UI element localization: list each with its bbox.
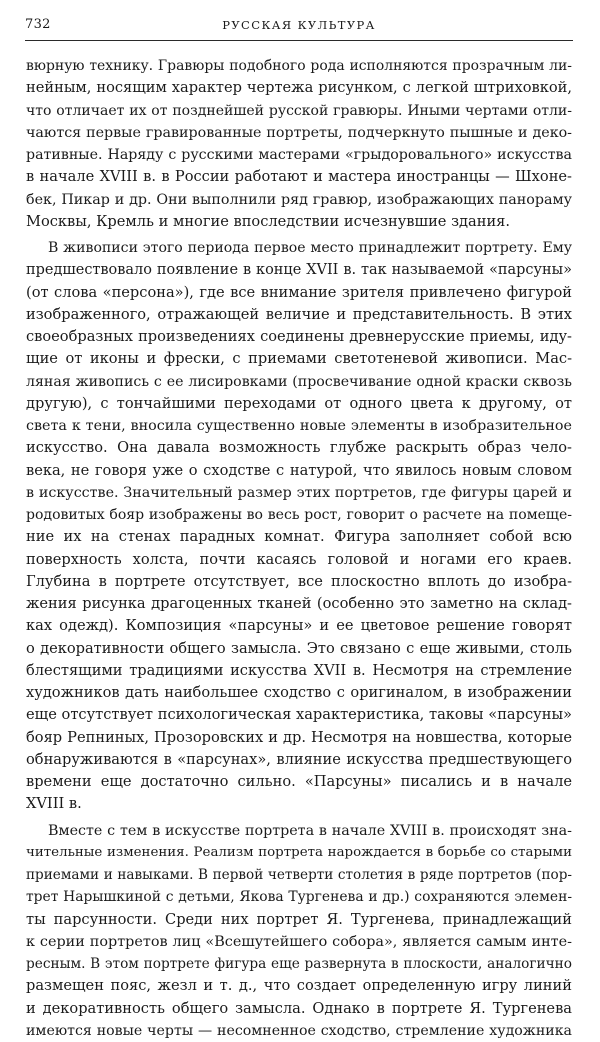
text-line: искусство. Она давала возможность глубже раскрыть образ чело- [26, 437, 572, 459]
running-title: РУССКАЯ КУЛЬТУРА [25, 18, 573, 32]
text-line: Глубина в портрете отсутствует, все плоскостно вплоть до изобра- [26, 571, 572, 593]
text-line: художников дать наибольшее сходство с оригиналом, в изображении [26, 682, 572, 704]
text-line: поверхность холста, почти касаясь головой и ногами его краев. [26, 549, 572, 571]
body-text [26, 55, 572, 1042]
text-line: Вместе с тем в искусстве портрета в начале XVIII в. происходят зна- [26, 820, 572, 842]
text-line: вюрную технику. Гравюры подобного рода исполняются прозрачным ли- [26, 55, 572, 77]
text-line: что отличает их от позднейшей русской гравюры. Иными чертами отли- [26, 100, 572, 122]
header-rule [25, 40, 573, 41]
text-line: ты парсунности. Среди них портрет Я. Тургенева, принадлежащий [26, 909, 572, 931]
text-line: в начале XVIII в. в России работают и мастера иностранцы — Шхоне- [26, 166, 572, 188]
text-line: щие от иконы и фрески, с приемами светотеневой живописи. Мас- [26, 348, 572, 370]
text-line: другую), с тончайшими переходами от одного цвета к другому, от [26, 393, 572, 415]
text-line: (от слова «персона»), где все внимание зрителя привлечено фигурой [26, 282, 572, 304]
text-line: трет Нарышкиной с детьми, Якова Тургенева и др.) сохраняются элемен- [26, 886, 572, 908]
page-header [25, 17, 573, 39]
text-line: времени еще достаточно сильно. «Парсуны» писались и в начале [26, 771, 572, 793]
page-number: 732 [25, 17, 51, 32]
text-line: чаются первые гравированные портреты, подчеркнуто пышные и деко- [26, 122, 572, 144]
text-line: чительные изменения. Реализм портрета нарождается в борьбе со старыми [26, 842, 572, 864]
text-line: размещен пояс, жезл и т. д., что создает определенную игру линий [26, 975, 572, 997]
text-line: к серии портретов лиц «Всешутейшего собора», является самым инте- [26, 931, 572, 953]
text-line: родовитых бояр изображены во весь рост, говорит о расчете на помеще- [26, 504, 572, 526]
text-line: бек, Пикар и др. Они выполнили ряд гравюр, изображающих панораму [26, 189, 572, 211]
text-line: приемами и навыками. В первой четверти столетия в ряде портретов (пор- [26, 864, 572, 886]
text-line: Москвы, Кремль и многие впоследствии исчезнувшие здания. [26, 211, 572, 233]
text-line: В живописи этого периода первое место принадлежит портрету. Ему [26, 237, 572, 259]
text-line: ресным. В этом портрете фигура еще развернута в плоскости, аналогично [26, 953, 572, 975]
text-line: света к тени, вносила существенно новые элементы в изобразительное [26, 415, 572, 437]
text-line: еще отсутствует психологическая характеристика, таковы «парсуны» [26, 704, 572, 726]
text-line: изображенного, отражающей величие и представительность. В этих [26, 304, 572, 326]
paragraph [26, 820, 572, 1042]
text-line: о декоративности общего замысла. Это связано с еще живыми, столь [26, 638, 572, 660]
paragraph [26, 55, 572, 233]
text-line: века, не говоря уже о сходстве с натурой, что явилось новым словом [26, 460, 572, 482]
text-line: XVIII в. [26, 793, 572, 815]
text-line: ративные. Наряду с русскими мастерами «грыдоровального» искусства [26, 144, 572, 166]
text-line: нейным, носящим характер чертежа рисунком, с легкой штриховкой, [26, 77, 572, 99]
text-line: бояр Репниных, Прозоровских и др. Несмотря на новшества, которые [26, 727, 572, 749]
text-line: и декоративность общего замысла. Однако в портрете Я. Тургенева [26, 998, 572, 1020]
text-line: предшествовало появление в конце XVII в. так называемой «парсуны» [26, 259, 572, 281]
text-line: ние их на стенах парадных комнат. Фигура заполняет собой всю [26, 526, 572, 548]
text-line: своеобразных произведениях соединены древнерусские приемы, иду- [26, 326, 572, 348]
text-line: блестящими традициями искусства XVII в. Несмотря на стремление [26, 660, 572, 682]
text-line: ках одежд). Композиция «парсуны» и ее цветовое решение говорят [26, 615, 572, 637]
text-line: ляная живопись с ее лисировками (просвечивание одной краски сквозь [26, 371, 572, 393]
text-line: в искусстве. Значительный размер этих портретов, где фигуры царей и [26, 482, 572, 504]
text-line: имеются новые черты — несомненное сходство, стремление художника [26, 1020, 572, 1042]
text-line: жения рисунка драгоценных тканей (особенно это заметно на склад- [26, 593, 572, 615]
text-line: обнаруживаются в «парсунах», влияние искусства предшествующего [26, 749, 572, 771]
paragraph [26, 237, 572, 816]
